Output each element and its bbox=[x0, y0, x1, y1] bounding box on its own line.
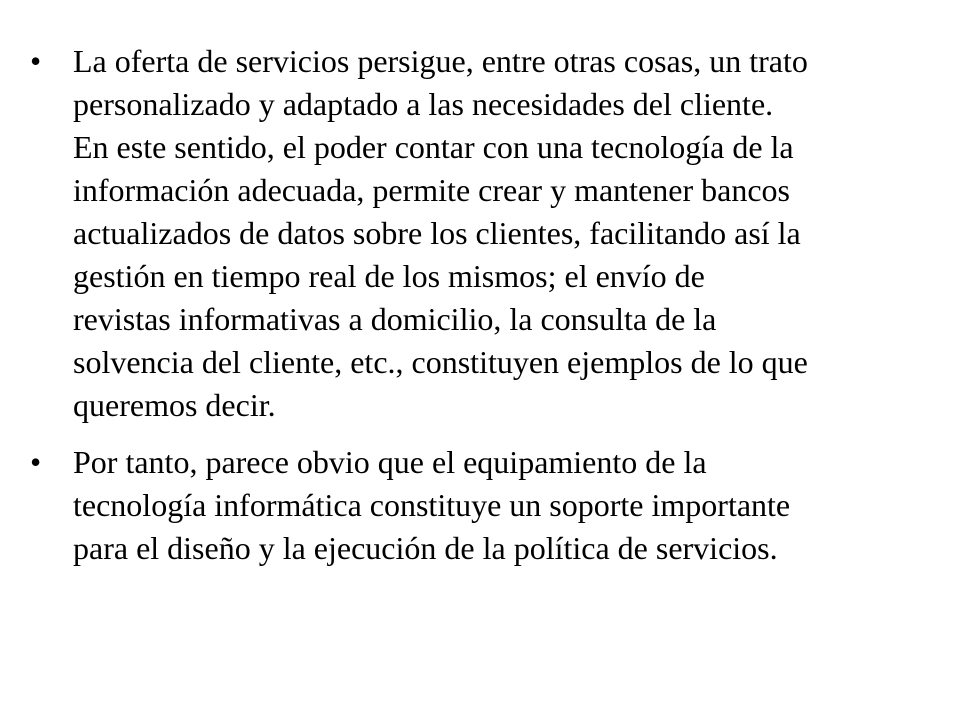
bullet-1-line-1: La oferta de servicios persigue, entre otras cosas, un trato bbox=[73, 43, 808, 79]
bullet-1-line-5: actualizados de datos sobre los clientes, facilitando así la bbox=[73, 215, 801, 251]
bullet-1-line-8: solvencia del cliente, etc., constituyen ejemplos de lo que bbox=[73, 344, 808, 380]
bullet-1-line-4: información adecuada, permite crear y mantener bancos bbox=[73, 172, 790, 208]
bullet-1-line-6: gestión en tiempo real de los mismos; el envío de bbox=[73, 258, 705, 294]
bullet-2-line-3: para el diseño y la ejecución de la política de servicios. bbox=[73, 530, 778, 566]
bullet-2-line-2: tecnología informática constituye un soporte importante bbox=[73, 487, 791, 523]
bullet-1-line-9: queremos decir. bbox=[73, 387, 276, 423]
bullet-dot-icon: • bbox=[30, 444, 42, 480]
bullet-1-line-2: personalizado y adaptado a las necesidades del cliente. bbox=[73, 86, 774, 122]
bullet-1-line-3: En este sentido, el poder contar con una tecnología de la bbox=[73, 129, 794, 165]
bullet-item-1 bbox=[30, 40, 930, 427]
bullet-2-line-1: Por tanto, parece obvio que el equipamiento de la bbox=[73, 444, 707, 480]
bullet-list bbox=[30, 40, 930, 570]
bullet-item-2 bbox=[30, 441, 930, 570]
bullet-dot-icon: • bbox=[30, 43, 42, 79]
bullet-1-line-7: revistas informativas a domicilio, la consulta de la bbox=[73, 301, 717, 337]
